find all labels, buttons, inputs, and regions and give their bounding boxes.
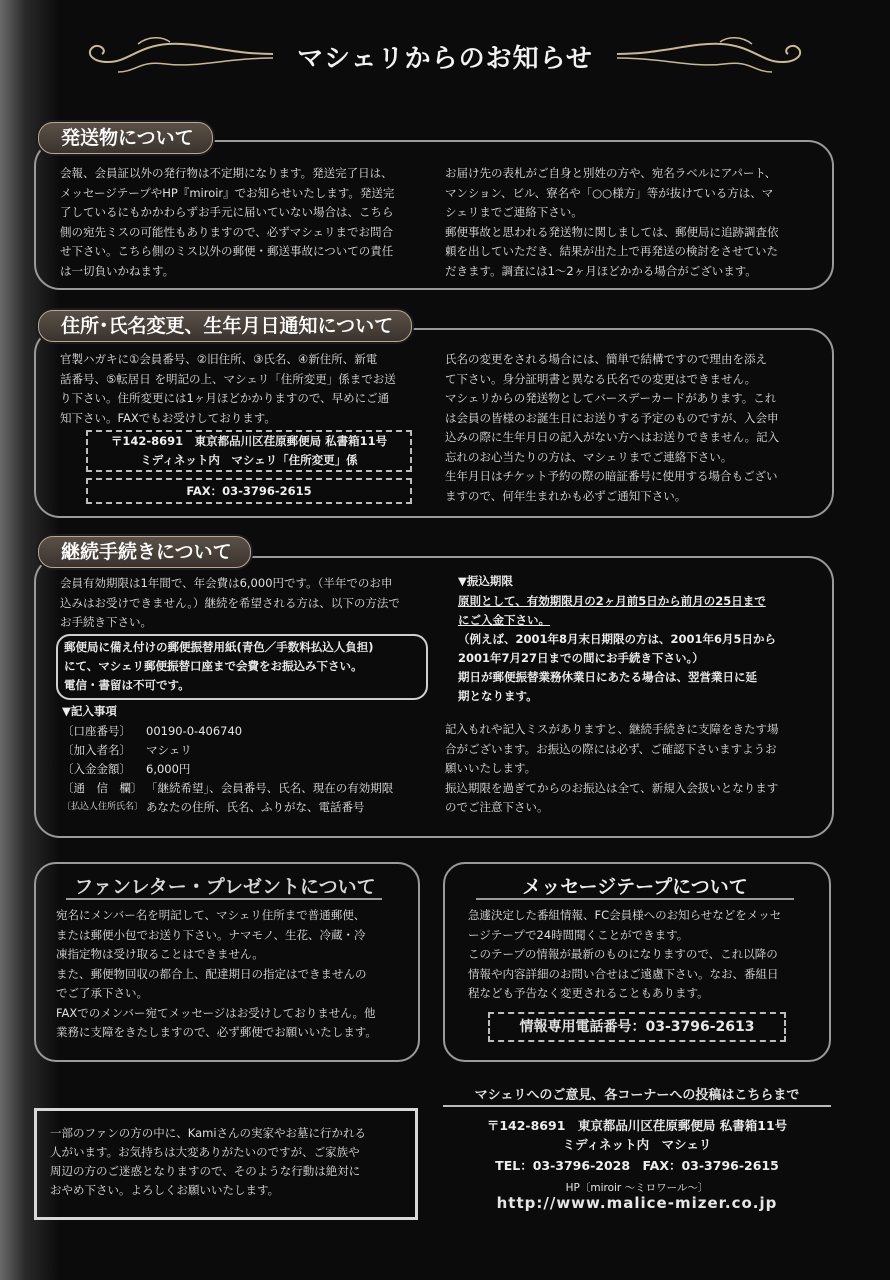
fax-box: FAX：03-3796-2615: [86, 478, 412, 504]
notice-text: 一部のファンの方の中に、Kamiさんの実家やお墓に行かれる 人がいます。お気持ちは大変ありがたいのですが、ご家族や 周辺の方のご迷惑となりますので、そのような行動は絶対に おやめ下さい。よろしくお願いいたします。: [50, 1126, 367, 1197]
renewal-intro-text: 会員有効期限は1年間で、年会費は6,000円です。（半年でのお申 込みはお受けできません。）継続を希望される方は、以下の方法で お手続き下さい。: [60, 576, 400, 629]
list-item: 〔払込人住所氏名〕 あなたの住所、氏名、ふりがな、電話番号: [62, 800, 365, 814]
shipping-right-text: お届け先の表札がご自身と別姓の方や、宛名ラベルにアパート、 マンション、ビル、寮名や「○○様方」等が抜けている方は、マ シェリまでご連絡下さい。 郵便事故と思われる発送物に関しましては、郵便局に追跡調査依 頼を出していただき、結果が出た上で再発送の検討をさせていた だきます。調査には1～2ヶ月ほどかかる場合がございます。: [445, 166, 779, 278]
section-message-tape-title: メッセージテープについて: [522, 876, 748, 898]
contact-hp-label: HP〔miroir ～ミロワール～〕: [565, 1182, 709, 1194]
list-item: 〔入金金額〕 6,000円: [62, 762, 191, 776]
deadline-text: 原則として、有効期限月の2ヶ月前5日から前月の25日まで にご入金下さい。 （例えば、2001年8月末日期限の方は、2001年6月5日から 2001年7月27日までの間にお手続き下さい。） 期日が郵便振替業務休業日にあたる場合は、翌営業日に延 期となります。: [458, 594, 777, 703]
contact-address: 〒142-8691 東京都品川区荏原郵便局 私書箱11号: [486, 1118, 788, 1133]
address-right-text: 氏名の変更をされる場合には、簡単で結構ですので理由を添え て下さい。身分証明書と異なる氏名での変更はできません。 マシェリからの発送物としてバースデーカードがあります。これ は会員の皆様のお誕生日にお送りする予定のものですが、入会申 込みの際に生年月日の記入がない方へはお送りできません。記入 忘れのお心当たりの方は、マシェリまでご連絡下さい。 生年月日はチケット予約の際の暗証番号に使用する場合もござい ますので、何年生まれかも必ずご通知下さい。: [445, 352, 780, 503]
page-title: マシェリからのお知らせ: [297, 44, 593, 74]
entry-list: [62, 722, 442, 817]
section-address-title: 住所･氏名変更、生年月日通知について: [38, 310, 412, 342]
transfer-method-box: 郵便局に備え付けの郵便振替用紙(青色／手数料払込人負担) にて、マシェリ郵便振替口座まで会費をお振込み下さい。 電信・書留は不可です。: [56, 634, 428, 700]
shipping-left-text: 会報、会員証以外の発行物は不定期になります。発送完了日は、 メッセージテープやHP『miroir』でお知らせいたします。発送完 了しているにもかかわらずお手元に届いていない場合は、こちら 側の宛先ミスの可能性もありますので、必ずマシェリまでお問合 せ下さい。こちら側のミス以外の郵便・郵送事故についての責任 は一切負いかねます。: [60, 166, 395, 278]
divider: [66, 898, 382, 900]
info-phone-box: 情報専用電話番号：03-3796-2613: [488, 1012, 786, 1042]
contact-heading: マシェリへのご意見、各コーナーへの投稿はこちらまで: [474, 1088, 800, 1103]
contact-tel-fax: TEL：03-3796-2028 FAX：03-3796-2615: [495, 1158, 779, 1173]
fanletter-text: 宛名にメンバー名を明記して、マシェリ住所まで普通郵便、 または郵便小包でお送り下さい。ナマモノ、生花、冷蔵・冷 凍指定物は受け取ることはできません。 また、郵便物回収の都合上、配達期日の指定はできませんの でご了承下さい。 FAXでのメンバー宛てメッセージはお受けしておりません。他 業務に支障をきたしますので、必ず郵便でお願いいたします。: [56, 908, 377, 1039]
list-item: 〔通 信 欄〕 「継続希望」、会員番号、氏名、現在の有効期限: [62, 781, 394, 795]
address-change-box: 〒142-8691 東京都品川区荏原郵便局 私書箱11号 ミディネット内 マシェリ「住所変更」係: [86, 430, 412, 472]
contact-address2: ミディネット内 マシェリ: [562, 1137, 712, 1152]
section-renewal-title: 継続手続きについて: [38, 536, 251, 568]
right-ornament-icon: [612, 32, 812, 76]
list-item: 〔加入者名〕 マシェリ: [62, 743, 192, 757]
divider: [476, 898, 794, 900]
list-item: 〔口座番号〕 00190-0-406740: [62, 724, 243, 738]
address-left-text: 官製ハガキに①会員番号、②旧住所、③氏名、④新住所、新電 話番号、⑤転居日 を明記の上、マシェリ「住所変更」係までお送 り下さい。住所変更には1ヶ月ほどかかりますので、早めにご通 知下さい。FAXでもお受けしております。: [60, 352, 396, 425]
section-shipping-title: 発送物について: [38, 122, 213, 154]
left-ornament-icon: [78, 32, 278, 76]
divider: [443, 1105, 831, 1107]
entry-heading: ▼記入事項: [62, 704, 117, 718]
message-tape-text: 急遽決定した番組情報、FC会員様へのお知らせなどをメッセ ージテープで24時間聞くことができます。 このテープの情報が最新のものになりますので、これ以降の 情報や内容詳細のお問い合せはご遠慮下さい。なお、番組日 程なども予告なく変更されることもあります。: [468, 908, 782, 1000]
section-fanletter-title: ファンレター・プレゼントについて: [74, 876, 376, 898]
deadline-heading: ▼振込期限: [458, 574, 513, 588]
website-link[interactable]: http://www.malice-mizer.co.jp: [496, 1194, 778, 1212]
renewal-right-text: 記入もれや記入ミスがありますと、継続手続きに支障をきたす場 合がございます。お振込の際には必ず、ご確認下さいますようお 願いいたします。 振込期限を過ぎてからのお振込は全て、新規入会扱いとなります のでご注意下さい。: [445, 722, 779, 814]
